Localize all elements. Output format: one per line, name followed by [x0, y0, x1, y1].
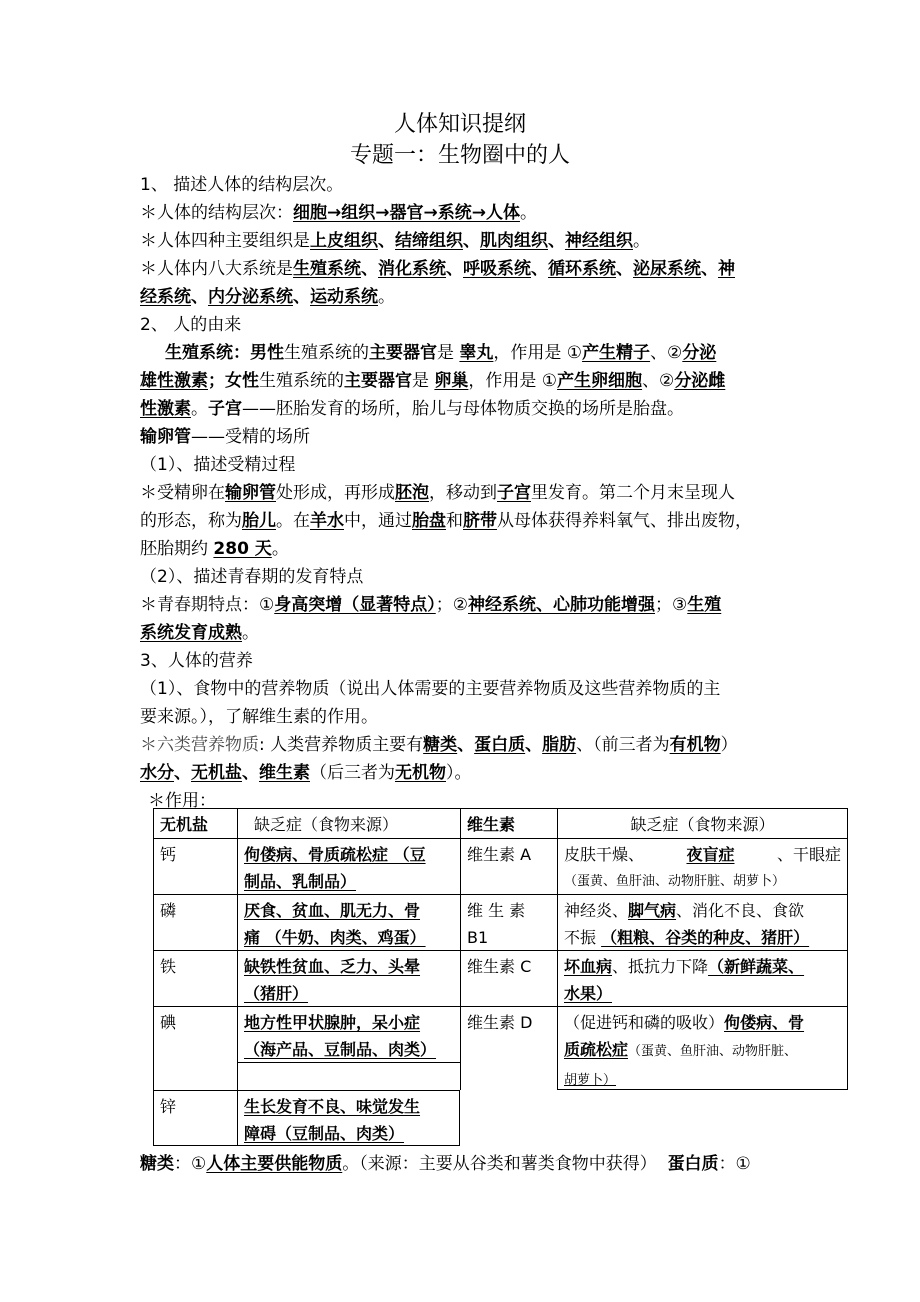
- vitamin-deficiency: （促进钙和磷的吸收）佝偻病、骨 质疏松症（蛋黄、鱼肝油、动物肝脏、 胡萝卜）: [557, 1006, 848, 1090]
- mineral-deficiency: 地方性甲状腺肿，呆小症 （海产品、豆制品、肉类）: [237, 1006, 460, 1062]
- carbohydrate-line: 糖类：①人体主要供能物质。（来源：主要从谷类和薯类食物中获得） 蛋白质：①: [140, 1154, 751, 1174]
- nutrients-subheading-line-2: 要来源。），了解维生素的作用。: [140, 707, 378, 727]
- table-header-cell: 维生素: [460, 808, 557, 838]
- oviduct-line: 输卵管——受精的场所: [140, 427, 310, 447]
- puberty-subheading: （2）、描述青春期的发育特点: [140, 567, 364, 587]
- fertilization-line-3: 胚胎期约 280 天。: [140, 539, 289, 559]
- puberty-line-2: 系统发育成熟。: [140, 623, 259, 643]
- tissues-line: ＊人体四种主要组织是上皮组织、结缔组织、肌肉组织、神经组织。: [140, 231, 650, 251]
- vitamin-name: 维生素 D: [460, 1006, 557, 1090]
- nutrients-subheading-line-1: （1）、食物中的营养物质（说出人体需要的主要营养物质及这些营养物质的主: [140, 679, 721, 699]
- reproductive-line-2: 雄性激素；女性生殖系统的主要器官是 卵巢，作用是 ①产生卵细胞、②分泌雌: [140, 371, 726, 391]
- nutrients-line-2: 水分、无机盐、维生素（后三者为无机物）。: [140, 763, 472, 783]
- section-2-heading: 2、 人的由来: [140, 315, 242, 335]
- mineral-deficiency: 缺铁性贫血、乏力、头晕 （猪肝）: [237, 950, 460, 1006]
- table-header-cell: 缺乏症（食物来源）: [237, 808, 460, 838]
- vitamin-deficiency: 神经炎、脚气病、消化不良、食欲 不振 （粗粮、谷类的种皮、猪肝）: [557, 894, 848, 950]
- reproductive-line-1: 生殖系统：男性生殖系统的主要器官是 睾丸，作用是 ①产生精子、②分泌: [165, 343, 717, 363]
- mineral-deficiency: 厌食、贫血、肌无力、骨 痛 （牛奶、肉类、鸡蛋）: [237, 894, 460, 950]
- systems-line-2: 经系统、内分泌系统、运动系统。: [140, 287, 395, 307]
- role-label: ＊作用：: [148, 791, 216, 811]
- vitamin-name: 维生素 C: [460, 950, 557, 1006]
- vitamin-deficiency: 坏血病、抵抗力下降（新鲜蔬菜、 水果）: [557, 950, 848, 1006]
- vitamin-name: 维 生 素 B1: [460, 894, 557, 950]
- fertilization-subheading: （1）、描述受精过程: [140, 455, 296, 475]
- nutrients-line-1: ＊六类营养物质: 人类营养物质主要有糖类、蛋白质、脂肪、（前三者为有机物）: [140, 735, 738, 755]
- mineral-deficiency: 佝偻病、骨质疏松症 （豆 制品、乳制品）: [237, 838, 460, 894]
- mineral-deficiency: 生长发育不良、味觉发生 障碍（豆制品、肉类）: [237, 1090, 460, 1146]
- mineral-name: 钙: [153, 838, 237, 894]
- fertilization-line-2: 的形态，称为胎儿。在羊水中，通过胎盘和脐带从母体获得养料氧气、排出废物，: [140, 511, 752, 531]
- mineral-name: 锌: [153, 1090, 237, 1146]
- fertilization-line-1: ＊受精卵在输卵管处形成，再形成胚泡，移动到子宫里发育。第二个月末呈现人: [140, 483, 735, 503]
- document-title: 人体知识提纲: [393, 112, 526, 137]
- table-header-cell: 缺乏症（食物来源）: [557, 808, 848, 838]
- section-3-heading: 3、人体的营养: [140, 651, 253, 671]
- vitamin-deficiency: 皮肤干燥、 夜盲症 、干眼症 （蛋黄、鱼肝油、动物肝脏、胡萝卜）: [557, 838, 848, 894]
- section-1-heading: 1、 描述人体的结构层次。: [140, 175, 344, 195]
- systems-line-1: ＊人体内八大系统是生殖系统、消化系统、呼吸系统、循环系统、泌尿系统、神: [140, 259, 735, 279]
- mineral-name: 铁: [153, 950, 237, 1006]
- mineral-name: 碘: [153, 1006, 237, 1090]
- mineral-name: 磷: [153, 894, 237, 950]
- puberty-line-1: ＊青春期特点：①身高突增（显著特点）；②神经系统、心肺功能增强；③生殖: [140, 595, 722, 615]
- empty-cell: [237, 1062, 460, 1090]
- structure-levels-line: ＊人体的结构层次：细胞→组织→器官→系统→人体。: [140, 203, 537, 223]
- document-subtitle: 专题一：生物圈中的人: [349, 143, 570, 168]
- table-header-cell: 无机盐: [153, 808, 237, 838]
- vitamin-name: 维生素 A: [460, 838, 557, 894]
- reproductive-line-3: 性激素。子宫——胚胎发育的场所，胎儿与母体物质交换的场所是胎盘。: [140, 399, 684, 419]
